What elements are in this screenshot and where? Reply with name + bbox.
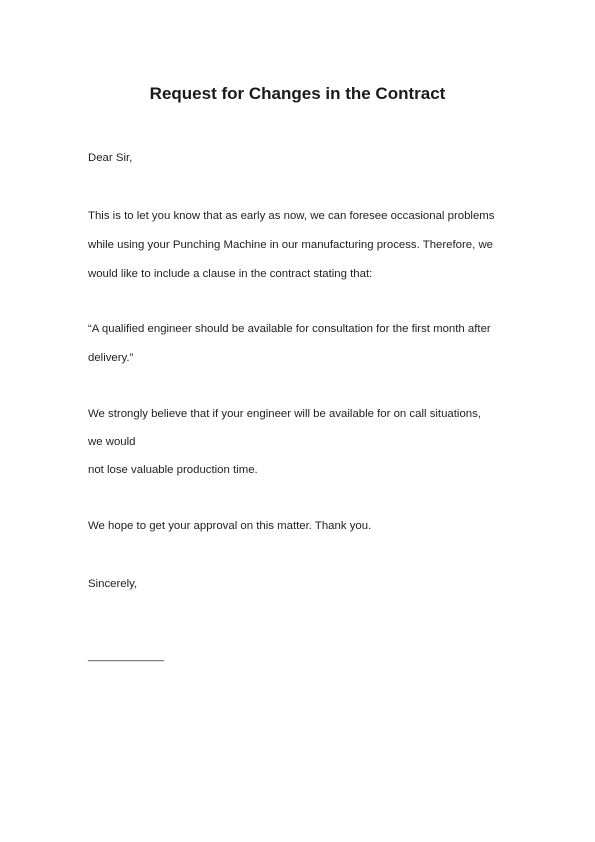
paragraph-1-line-3: would like to include a clause in the contract stating that: xyxy=(88,268,373,280)
signature-line: ____________ xyxy=(88,650,165,662)
paragraph-2-line-2: we would xyxy=(88,436,136,448)
paragraph-1-line-2: while using your Punching Machine in our manufacturing process. Therefore, we xyxy=(88,239,494,251)
closing: Sincerely, xyxy=(88,578,138,590)
paragraph-1-line-1: This is to let you know that as early as now, we can foresee occasional problems xyxy=(88,210,495,222)
paragraph-3: We hope to get your approval on this matter. Thank you. xyxy=(88,520,372,532)
paragraph-2-line-1: We strongly believe that if your engineer will be available for on call situations, xyxy=(88,408,481,420)
letter-title: Request for Changes in the Contract xyxy=(149,84,446,103)
salutation: Dear Sir, xyxy=(88,152,133,164)
paragraph-2-line-3: not lose valuable production time. xyxy=(88,464,258,476)
quote-line-1: “A qualified engineer should be available for consultation for the first month after xyxy=(88,323,491,335)
quote-line-2: delivery.” xyxy=(88,352,134,364)
